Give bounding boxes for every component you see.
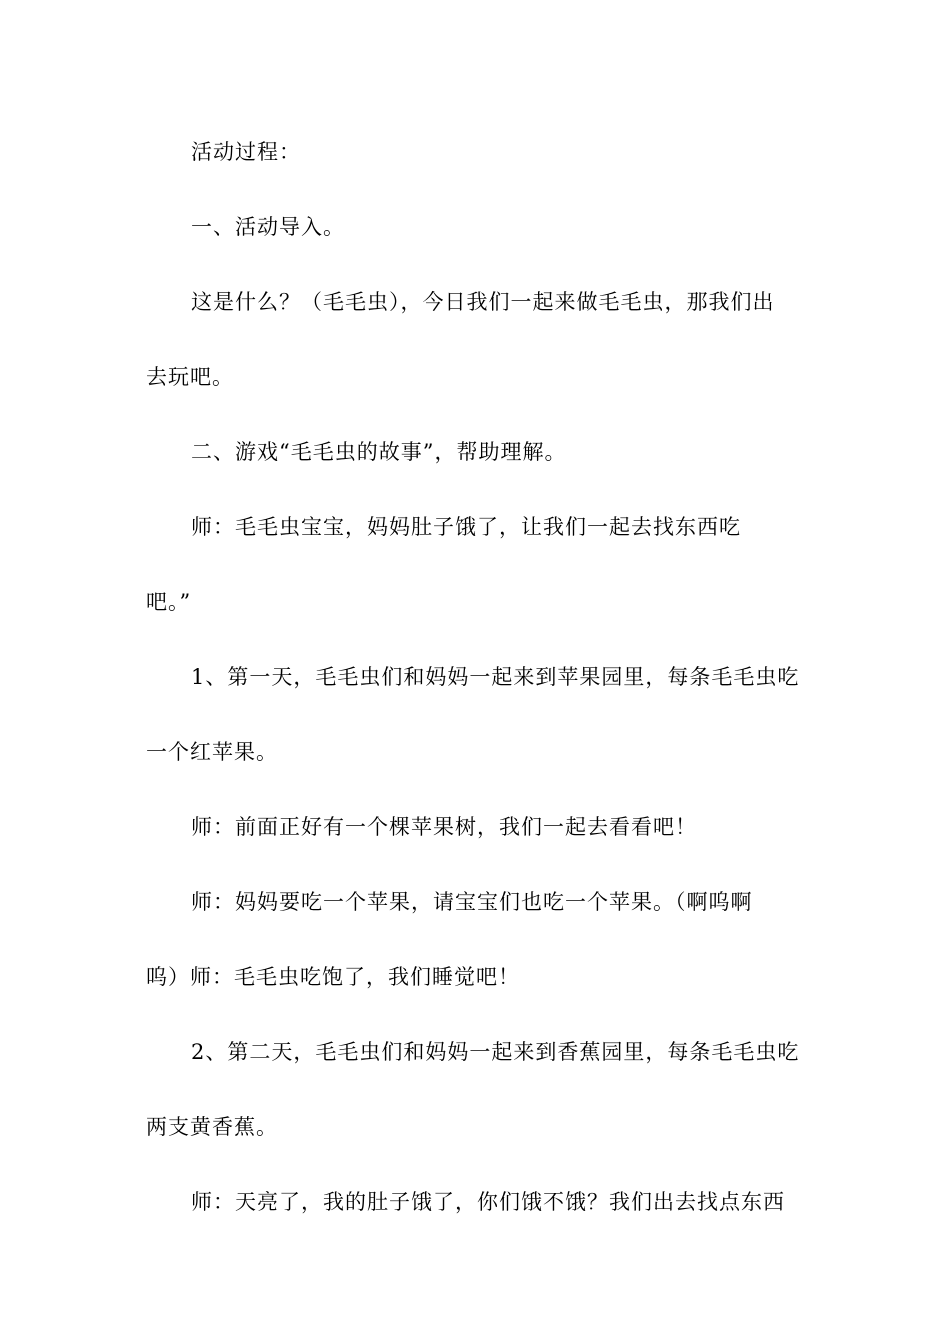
paragraph-line: 一个红苹果。 — [146, 740, 278, 764]
paragraph-line: 师：毛毛虫宝宝，妈妈肚子饿了，让我们一起去找东西吃 — [191, 515, 741, 539]
paragraph-line: 这是什么？（毛毛虫），今日我们一起来做毛毛虫，那我们出 — [191, 290, 775, 314]
paragraph-line: 去玩吧。 — [146, 365, 234, 389]
section-heading-introduction: 一、活动导入。 — [191, 215, 345, 239]
section-heading-game: 二、游戏“毛毛虫的故事”，帮助理解。 — [191, 440, 567, 464]
paragraph-line: 师：天亮了，我的肚子饿了，你们饿不饿？我们出去找点东西 — [191, 1190, 785, 1214]
paragraph-line: 1、第一天，毛毛虫们和妈妈一起来到苹果园里，每条毛毛虫吃 — [191, 665, 800, 689]
paragraph-line: 两支黄香蕉。 — [146, 1115, 278, 1139]
paragraph-line: 师：妈妈要吃一个苹果，请宝宝们也吃一个苹果。（啊呜啊 — [191, 890, 753, 914]
paragraph-line: 师：前面正好有一个棵苹果树，我们一起去看看吧！ — [191, 815, 697, 839]
paragraph-line: 呜）师：毛毛虫吃饱了，我们睡觉吧！ — [146, 965, 520, 989]
paragraph-line: 吧。” — [146, 590, 192, 614]
section-heading-activity-process: 活动过程： — [191, 140, 301, 164]
paragraph-line: 2、第二天，毛毛虫们和妈妈一起来到香蕉园里，每条毛毛虫吃 — [191, 1040, 800, 1064]
